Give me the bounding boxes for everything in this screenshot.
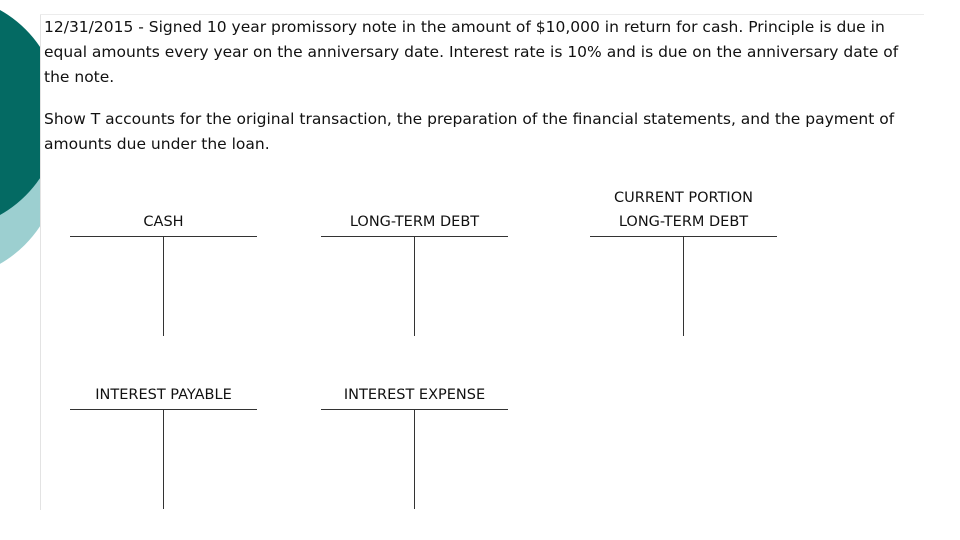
problem-paragraph-1: 12/31/2015 - Signed 10 year promissory note in the amount of $10,000 in return for cash. Principle is due in equal amounts every year on the anniversary date. Interest rate is 10% and is due on the anniversary date of the note.: [44, 18, 899, 86]
t-account-title: INTEREST PAYABLE: [95, 387, 232, 403]
problem-paragraph-2: Show T accounts for the original transaction, the preparation of the financial statements, and the payment of amounts due under the loan.: [44, 110, 895, 153]
t-account-center-line: [414, 236, 415, 336]
t-account-title: CASH: [143, 214, 184, 230]
panel-border-left: [40, 14, 41, 510]
problem-statement: [44, 15, 924, 157]
t-account-center-line: [683, 236, 684, 336]
decorative-circles: [0, 0, 40, 540]
t-account-center-line: [163, 236, 164, 336]
t-account-title: INTEREST EXPENSE: [343, 387, 486, 403]
t-account-title: LONG-TERM DEBT: [349, 214, 480, 230]
t-account-center-line: [414, 409, 415, 509]
t-account-title: CURRENT PORTION LONG-TERM DEBT: [614, 190, 753, 230]
t-account-center-line: [163, 409, 164, 509]
